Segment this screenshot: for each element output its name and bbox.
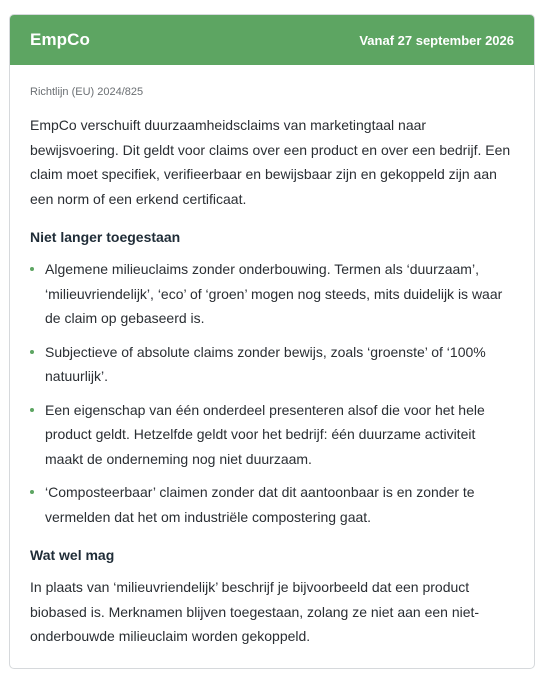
not-allowed-list — [30, 257, 514, 529]
list-item — [30, 398, 514, 472]
card-header — [10, 15, 534, 65]
effective-date: Vanaf 27 september 2026 — [359, 32, 514, 48]
empco-card — [9, 14, 535, 669]
bullet-icon — [30, 490, 34, 494]
bullet-icon — [30, 408, 34, 412]
list-item-text: Algemene milieuclaims zonder onderbouwing. Termen als ‘duurzaam’, ‘milieuvriendelijk’, ‘eco’ of ‘groen’ mogen nog steeds, mits duidelijk is waar de claim op gebaseerd is. — [45, 261, 503, 326]
bullet-icon — [30, 350, 34, 354]
card-title: EmpCo — [30, 30, 90, 49]
list-item-text: ‘Composteerbaar’ claimen zonder dat dit aantoonbaar is en zonder te vermelden dat het om industriële compostering gaat. — [45, 484, 475, 525]
bullet-icon — [30, 267, 34, 271]
card-body — [10, 65, 534, 649]
allowed-heading: Wat wel mag — [30, 547, 115, 563]
allowed-paragraph: In plaats van ‘milieuvriendelijk’ beschrijf je bijvoorbeeld dat een product biobased is. Merknamen blijven toegestaan, zolang ze niet aan een niet-onderbouwde milieuclaim worden gekoppeld. — [30, 579, 480, 644]
intro-paragraph: EmpCo verschuift duurzaamheidsclaims van marketingtaal naar bewijsvoering. Dit geldt voor claims over een product en over een bedrijf. Een claim moet specifiek, verifieerbaar en bewijsbaar zijn en gekoppeld zijn aan een norm of een erkend certificaat. — [30, 117, 511, 207]
regulation-reference: Richtlijn (EU) 2024/825 — [30, 86, 144, 98]
list-item-text: Subjectieve of absolute claims zonder bewijs, zoals ‘groenste’ of ‘100% natuurlijk’. — [45, 343, 486, 384]
list-item-text: Een eigenschap van één onderdeel presenteren alsof die voor het hele product geldt. Hetzelfde geldt voor het bedrijf: één duurzame activiteit maakt de onderneming nog niet duurzaam. — [45, 401, 485, 467]
list-item — [30, 480, 514, 529]
list-item — [30, 257, 514, 331]
not-allowed-heading: Niet langer toegestaan — [30, 229, 181, 245]
list-item — [30, 340, 514, 389]
